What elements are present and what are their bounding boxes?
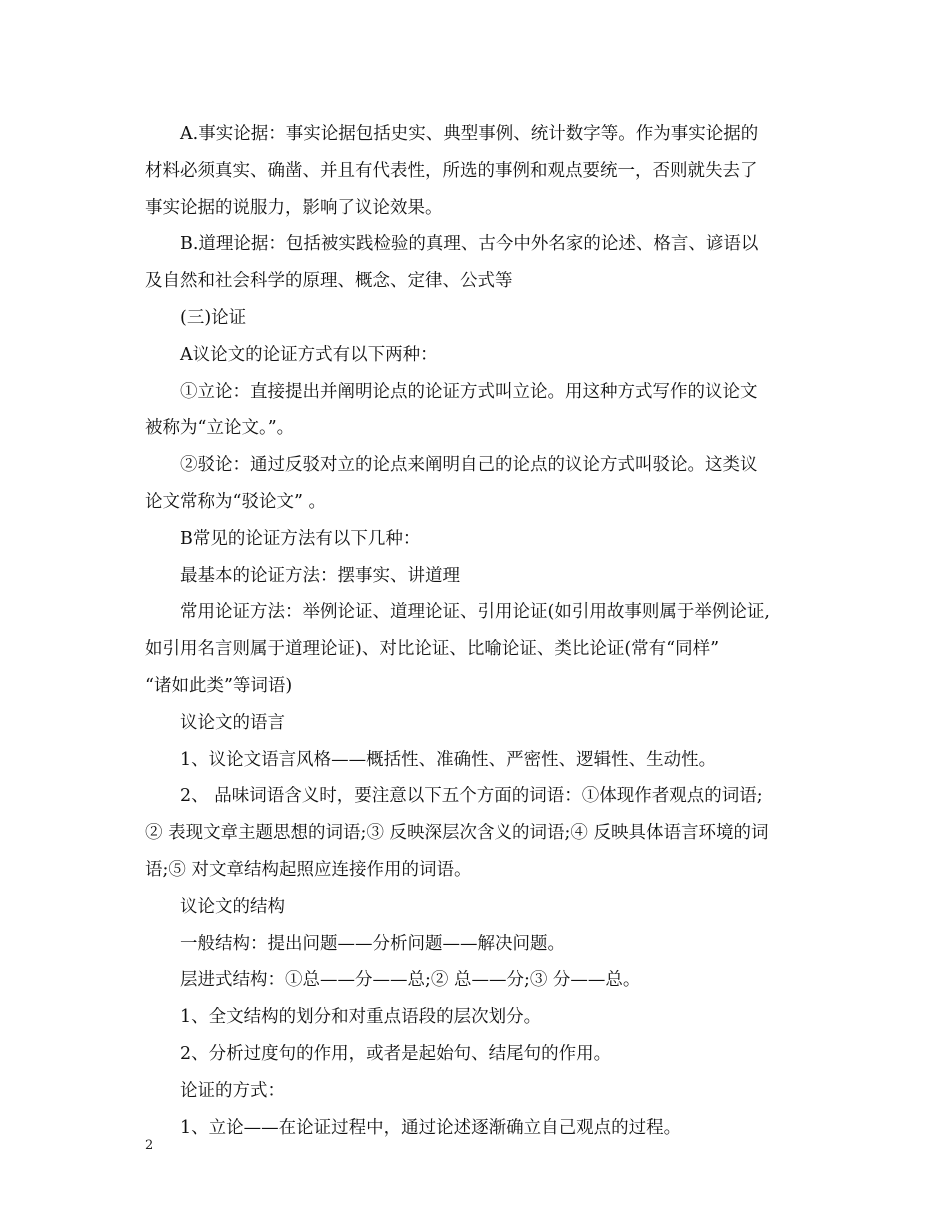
section-heading: (三)论证	[180, 307, 247, 328]
text-line: 2、 品味词语含义时，要注意以下五个方面的词语：①体现作者观点的词语;	[180, 786, 763, 807]
text-line: 材料必须真实、确凿、并且有代表性，所选的事例和观点要统一，否则就失去了	[145, 160, 758, 181]
section-heading: 议论文的结构	[180, 896, 285, 917]
text-line: 1、全文结构的划分和对重点语段的层次划分。	[180, 1007, 542, 1028]
page-number: 2	[145, 1138, 154, 1153]
text-line: 最基本的论证方法：摆事实、讲道理	[180, 565, 460, 586]
text-line: 事实论据的说服力，影响了议论效果。	[145, 197, 443, 218]
text-line: 一般结构：提出问题——分析问题——解决问题。	[180, 933, 565, 954]
text-line: 层进式结构：①总——分——总;② 总——分;③ 分——总。	[180, 970, 641, 991]
text-line: “诸如此类”等词语)	[145, 675, 293, 696]
text-line: ②驳论：通过反驳对立的论点来阐明自己的论点的议论方式叫驳论。这类议	[180, 455, 758, 476]
text-line: B常见的论证方法有以下几种：	[180, 528, 421, 549]
text-line: A议论文的论证方式有以下两种：	[180, 344, 438, 365]
text-line: 如引用名言则属于道理论证)、对比论证、比喻论证、类比论证(常有“同样”	[145, 639, 720, 660]
text-line: ② 表现文章主题思想的词语;③ 反映深层次含义的词语;④ 反映具体语言环境的词	[145, 823, 769, 844]
text-line: 常用论证方法：举例论证、道理论证、引用论证(如引用故事则属于举例论证,	[180, 602, 770, 623]
text-line: 语;⑤ 对文章结构起照应连接作用的词语。	[145, 859, 472, 880]
text-line: 1、立论——在论证过程中，通过论述逐渐确立自己观点的过程。	[180, 1117, 682, 1138]
text-line: B.道理论据：包括被实践检验的真理、古今中外名家的论述、格言、谚语以	[180, 234, 759, 255]
text-line: 论证的方式：	[180, 1080, 285, 1101]
section-heading: 议论文的语言	[180, 712, 285, 733]
text-line: 被称为“立论文。”。	[145, 418, 295, 439]
document-body	[145, 116, 813, 1146]
text-line: ①立论：直接提出并阐明论点的论证方式叫立论。用这种方式写作的议论文	[180, 381, 758, 402]
text-line: 论文常称为“驳论文” 。	[145, 491, 326, 512]
text-line: A.事实论据：事实论据包括史实、典型事例、统计数字等。作为事实论据的	[180, 124, 759, 144]
text-line: 1、议论文语言风格——概括性、准确性、严密性、逻辑性、生动性。	[180, 749, 717, 770]
text-line: 2、分析过度句的作用，或者是起始句、结尾句的作用。	[180, 1043, 612, 1064]
text-line: 及自然和社会科学的原理、概念、定律、公式等	[145, 271, 513, 292]
